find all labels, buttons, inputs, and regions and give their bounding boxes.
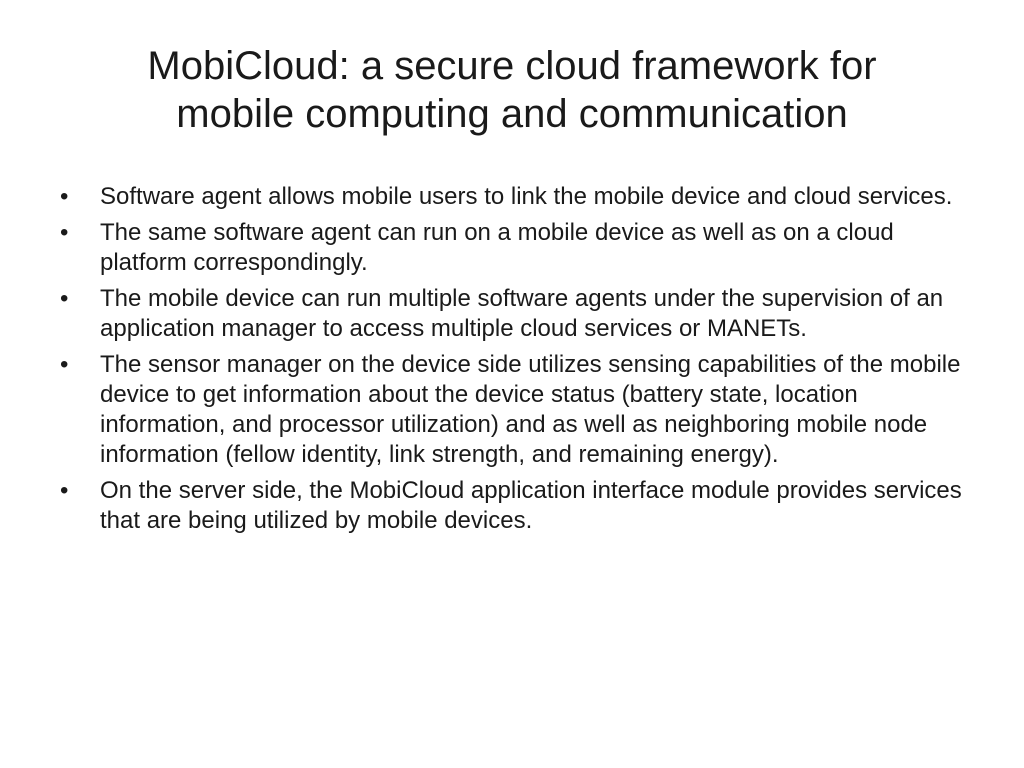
slide-title xyxy=(60,42,964,138)
bullet-text-3: The mobile device can run multiple software agents under the supervision of an application manager to access multiple cloud services or MANETs. xyxy=(100,285,944,342)
bullet-item-1 xyxy=(58,182,968,212)
bullet-icon: • xyxy=(60,477,69,504)
bullet-text-4: The sensor manager on the device side utilizes sensing capabilities of the mobile device to get information about the device status (battery state, location information, and processor utilization) and as well as neighboring mobile node information (fellow identity, link strength, and remaining energy). xyxy=(100,351,961,468)
bullet-text-2: The same software agent can run on a mobile device as well as on a cloud platform correspondingly. xyxy=(100,219,894,276)
bullet-icon: • xyxy=(60,351,69,378)
bullet-text-1: Software agent allows mobile users to link the mobile device and cloud services. xyxy=(100,183,953,210)
bullet-icon: • xyxy=(60,219,69,246)
bullet-icon: • xyxy=(60,285,69,312)
bullet-item-5 xyxy=(58,476,968,536)
slide-title-line-2: mobile computing and communication xyxy=(176,92,848,136)
slide-title-line-1: MobiCloud: a secure cloud framework for xyxy=(147,44,877,88)
bullet-item-3 xyxy=(58,284,968,344)
bullet-icon: • xyxy=(60,183,69,210)
bullet-item-2 xyxy=(58,218,968,278)
bullet-text-5: On the server side, the MobiCloud application interface module provides services that are being utilized by mobile devices. xyxy=(100,477,962,534)
bullet-item-4 xyxy=(58,350,968,470)
bullet-list xyxy=(58,182,968,542)
